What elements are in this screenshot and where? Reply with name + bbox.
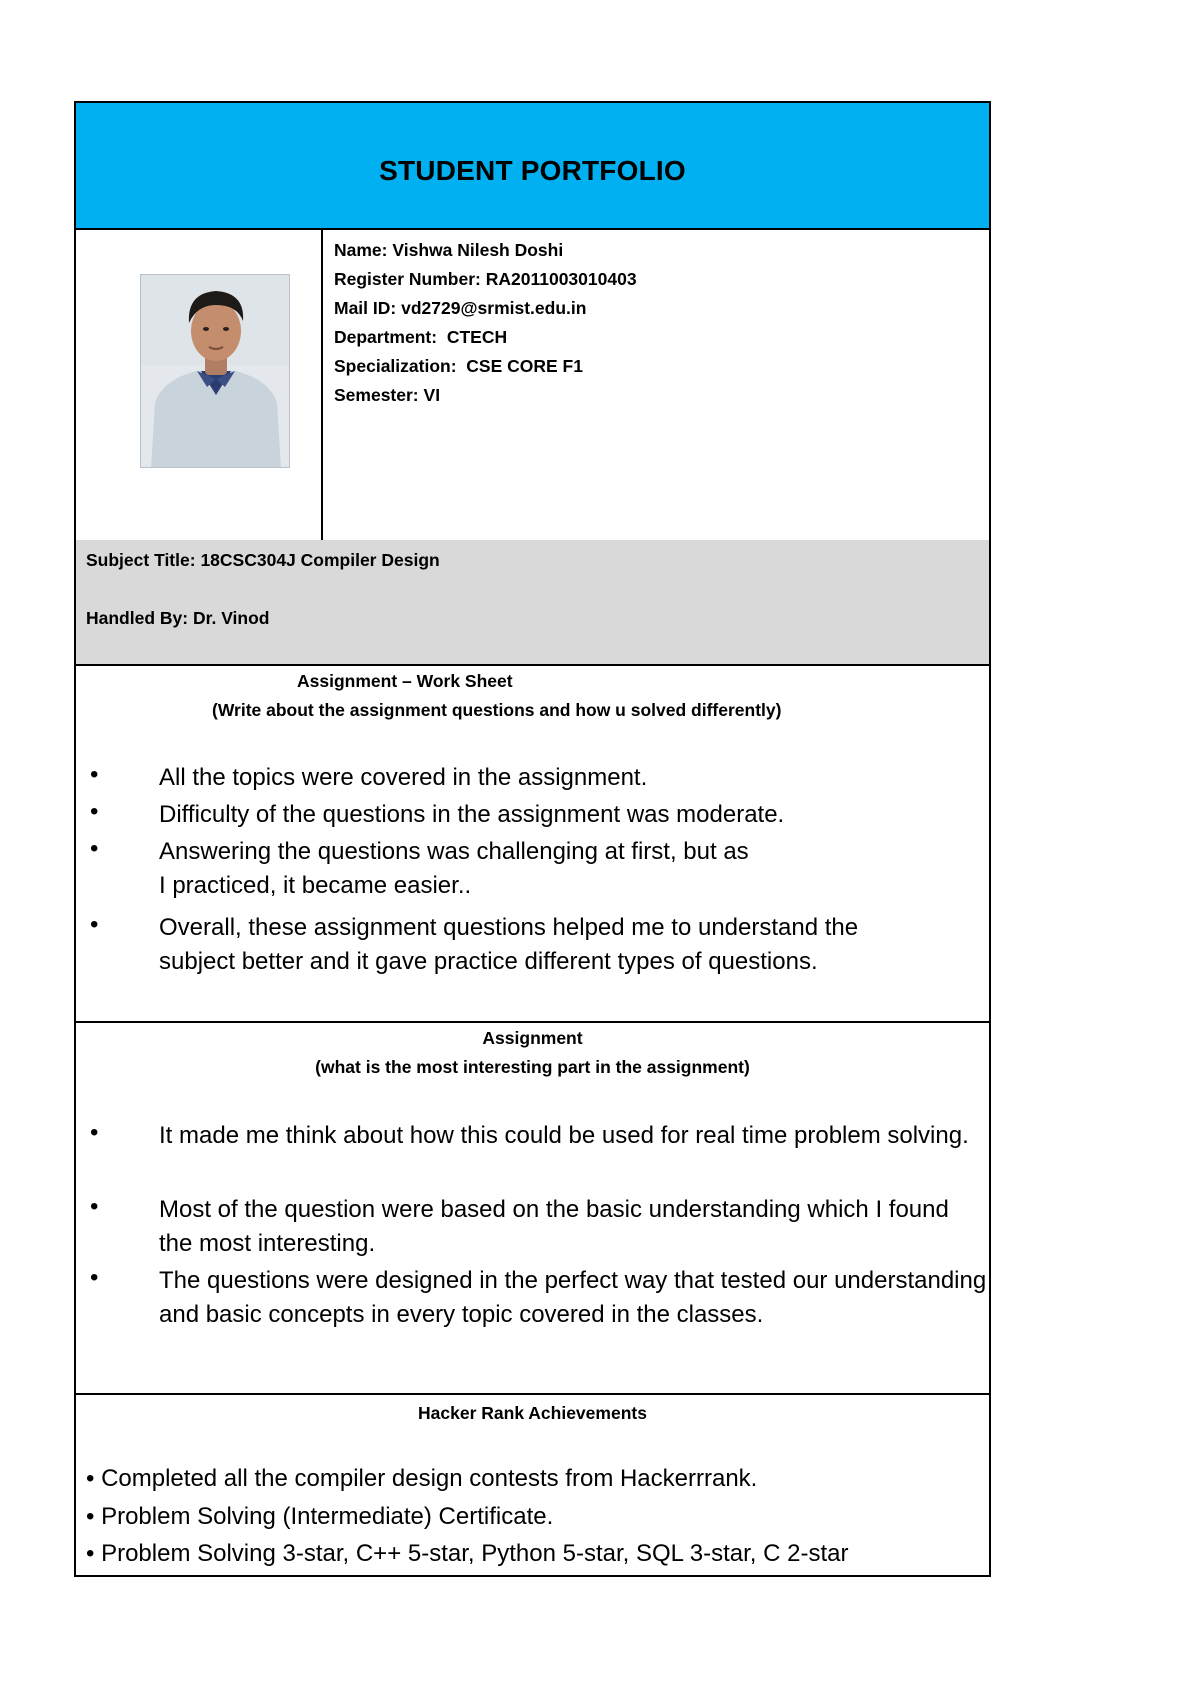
student-photo [140, 274, 290, 468]
list-item-text: Most of the question were based on the basic understanding which I found the most interesting. [159, 1196, 949, 1257]
department-value: CTECH [446, 327, 508, 347]
student-photo-icon [141, 275, 290, 468]
profile-divider [321, 228, 323, 540]
handled-by [86, 608, 269, 629]
page-title: STUDENT PORTFOLIO [379, 155, 686, 186]
bullet-icon: • [90, 1193, 99, 1220]
list-item-text: All the topics were covered in the assignment. [159, 764, 648, 791]
interesting-heading: Assignment [482, 1028, 583, 1048]
subject-title-label: Subject Title: [86, 550, 196, 570]
bullet-icon: • [90, 835, 99, 862]
bullet-icon: • [90, 761, 99, 788]
list-item: • Problem Solving 3-star, C++ 5-star, Python 5-star, SQL 3-star, C 2-star [86, 1540, 849, 1567]
list-item: • Problem Solving (Intermediate) Certificate. [86, 1503, 554, 1530]
hackerrank-section [76, 1393, 989, 1579]
subject-title-value: 18CSC304J Compiler Design [200, 550, 440, 570]
semester-label: Semester: [334, 385, 419, 405]
subject-title [86, 550, 440, 571]
specialization-label: Specialization: [334, 356, 457, 376]
interesting-section [76, 1021, 989, 1393]
department-field [334, 323, 637, 352]
register-number-label: Register Number: [334, 269, 481, 289]
specialization-field [334, 352, 637, 381]
interesting-subheading: (what is the most interesting part in the assignment) [315, 1057, 750, 1077]
hackerrank-heading: Hacker Rank Achievements [418, 1403, 647, 1423]
portfolio-sheet [74, 101, 991, 1577]
bullet-icon: • [90, 1264, 99, 1291]
list-item-text: Overall, these assignment questions helped me to understand the subject better and it gave practice different types of questions. [159, 914, 859, 975]
name-field [334, 236, 637, 265]
specialization-value: CSE CORE F1 [466, 356, 583, 376]
list-item-text: The questions were designed in the perfect way that tested our understanding and basic concepts in every topic covered in the classes. [159, 1267, 987, 1328]
bullet-icon: • [90, 1119, 99, 1146]
mail-id-value[interactable]: vd2729@srmist.edu.in [401, 298, 587, 318]
worksheet-subheading: (Write about the assignment questions and how u solved differently) [212, 700, 782, 720]
semester-field [334, 381, 637, 410]
student-details [334, 236, 637, 410]
handled-by-value: Dr. Vinod [192, 608, 270, 628]
mail-id-label: Mail ID: [334, 298, 397, 318]
name-label: Name: [334, 240, 388, 260]
bullet-icon: • [90, 798, 99, 825]
profile-section [76, 228, 989, 540]
list-item: • Completed all the compiler design contests from Hackerrrank. [86, 1465, 758, 1492]
subject-section [76, 540, 989, 664]
register-number-value: RA2011003010403 [485, 269, 637, 289]
mail-id-field [334, 294, 637, 323]
handled-by-label: Handled By: [86, 608, 189, 628]
list-item-text: It made me think about how this could be used for real time problem solving. [159, 1122, 969, 1149]
semester-value: VI [423, 385, 441, 405]
register-number-field [334, 265, 637, 294]
list-item-text: Answering the questions was challenging at first, but as I practiced, it became easier.. [159, 838, 749, 899]
worksheet-heading: Assignment – Work Sheet [297, 671, 513, 691]
worksheet-section [76, 664, 989, 1021]
department-label: Department: [334, 327, 438, 347]
name-value: Vishwa Nilesh Doshi [392, 240, 564, 260]
bullet-icon: • [90, 911, 99, 938]
list-item-text: Difficulty of the questions in the assignment was moderate. [159, 801, 785, 828]
title-band [76, 103, 989, 228]
